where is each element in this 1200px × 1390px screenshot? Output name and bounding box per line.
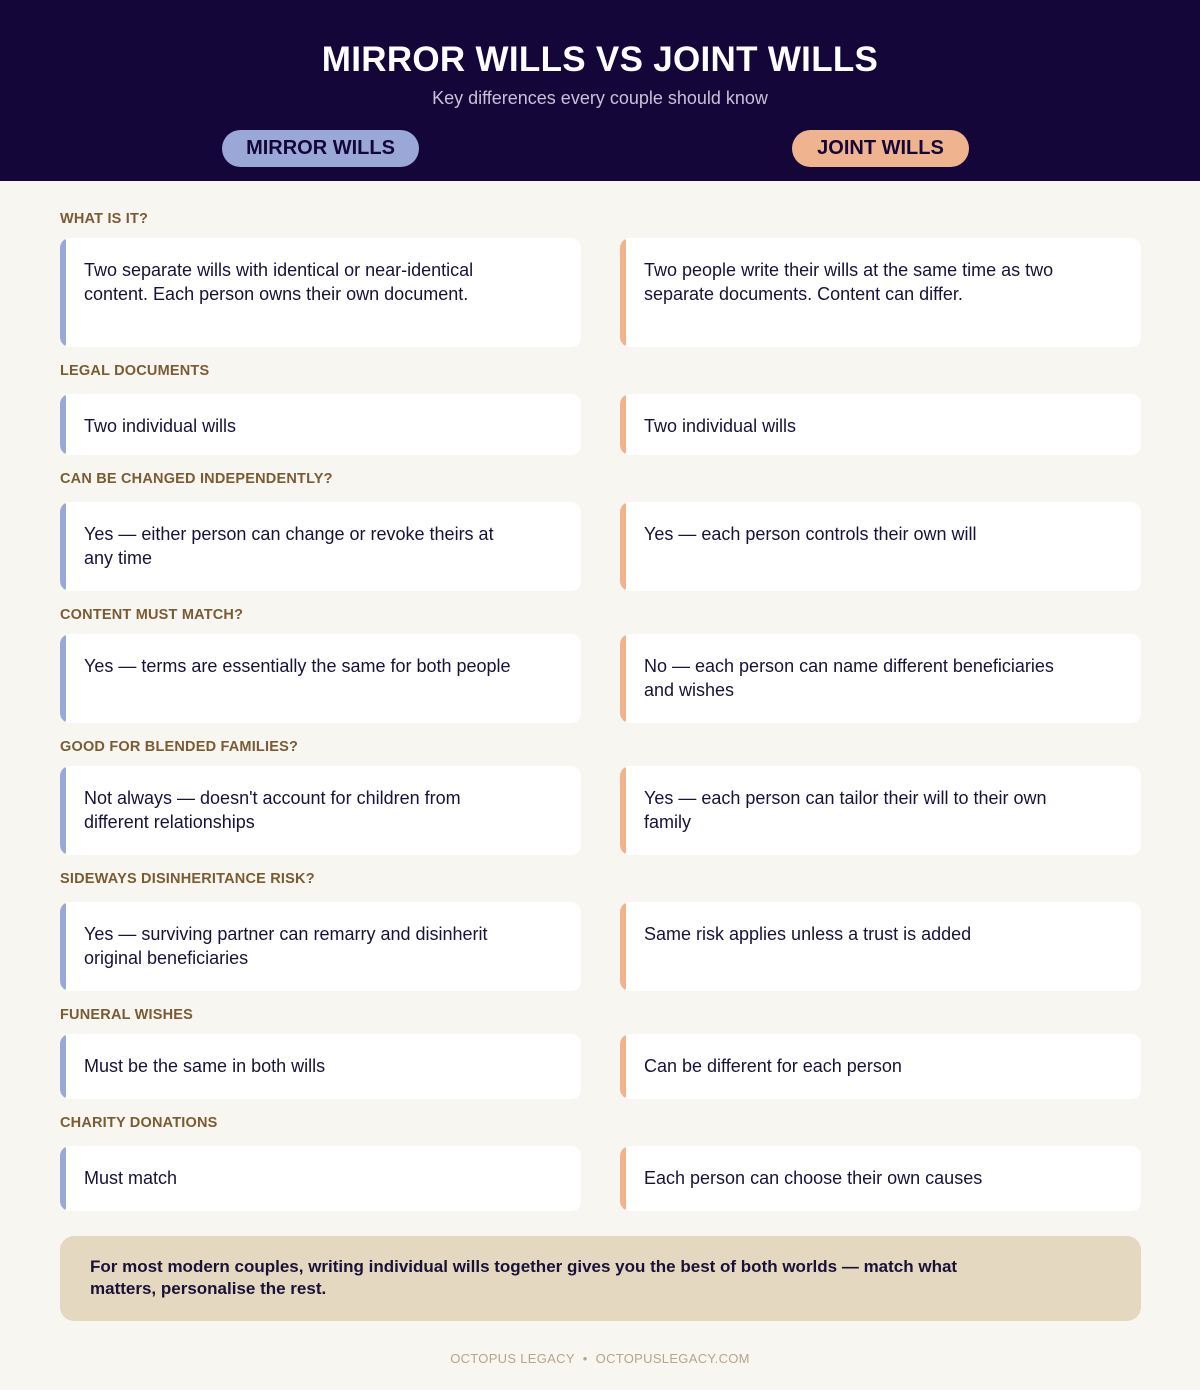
row-label: GOOD FOR BLENDED FAMILIES? xyxy=(60,739,299,755)
footer-website: OCTOPUSLEGACY.COM xyxy=(595,1351,750,1366)
joint-cell: Same risk applies unless a trust is added xyxy=(620,902,1141,991)
page-title: MIRROR WILLS VS JOINT WILLS xyxy=(321,40,879,79)
row-label: FUNERAL WISHES xyxy=(60,1007,194,1023)
summary-callout: For most modern couples, writing individual wills together gives you the best of both worlds — match what matters, personalise the rest. xyxy=(60,1236,1141,1321)
joint-wills-column-label: JOINT WILLS xyxy=(792,130,969,167)
mirror-cell: Not always — doesn't account for children from different relationships xyxy=(60,766,581,855)
joint-cell: Two individual wills xyxy=(620,394,1141,455)
mirror-wills-column-label: MIRROR WILLS xyxy=(222,130,419,167)
mirror-cell: Two individual wills xyxy=(60,394,581,455)
joint-cell: No — each person can name different beneficiaries and wishes xyxy=(620,634,1141,723)
header xyxy=(0,0,1200,181)
row-label: CONTENT MUST MATCH? xyxy=(60,607,244,623)
mirror-cell: Yes — terms are essentially the same for both people xyxy=(60,634,581,723)
row-label: CAN BE CHANGED INDEPENDENTLY? xyxy=(60,471,333,487)
row-label: WHAT IS IT? xyxy=(60,211,149,227)
footer xyxy=(0,1351,1200,1366)
joint-cell: Yes — each person can tailor their will to their own family xyxy=(620,766,1141,855)
row-label: LEGAL DOCUMENTS xyxy=(60,363,210,379)
mirror-cell: Yes — surviving partner can remarry and disinherit original beneficiaries xyxy=(60,902,581,991)
footer-separator: • xyxy=(582,1351,588,1366)
page-subtitle: Key differences every couple should know xyxy=(432,88,768,108)
joint-cell: Can be different for each person xyxy=(620,1034,1141,1099)
joint-cell: Each person can choose their own causes xyxy=(620,1146,1141,1211)
mirror-cell: Must match xyxy=(60,1146,581,1211)
joint-cell: Two people write their wills at the same time as two separate documents. Content can differ. xyxy=(620,238,1141,347)
joint-cell: Yes — each person controls their own will xyxy=(620,502,1141,591)
mirror-cell: Yes — either person can change or revoke theirs at any time xyxy=(60,502,581,591)
row-label: SIDEWAYS DISINHERITANCE RISK? xyxy=(60,871,315,887)
mirror-cell: Two separate wills with identical or near-identical content. Each person owns their own document. xyxy=(60,238,581,347)
mirror-cell: Must be the same in both wills xyxy=(60,1034,581,1099)
footer-brand: OCTOPUS LEGACY xyxy=(450,1351,575,1366)
row-label: CHARITY DONATIONS xyxy=(60,1115,218,1131)
